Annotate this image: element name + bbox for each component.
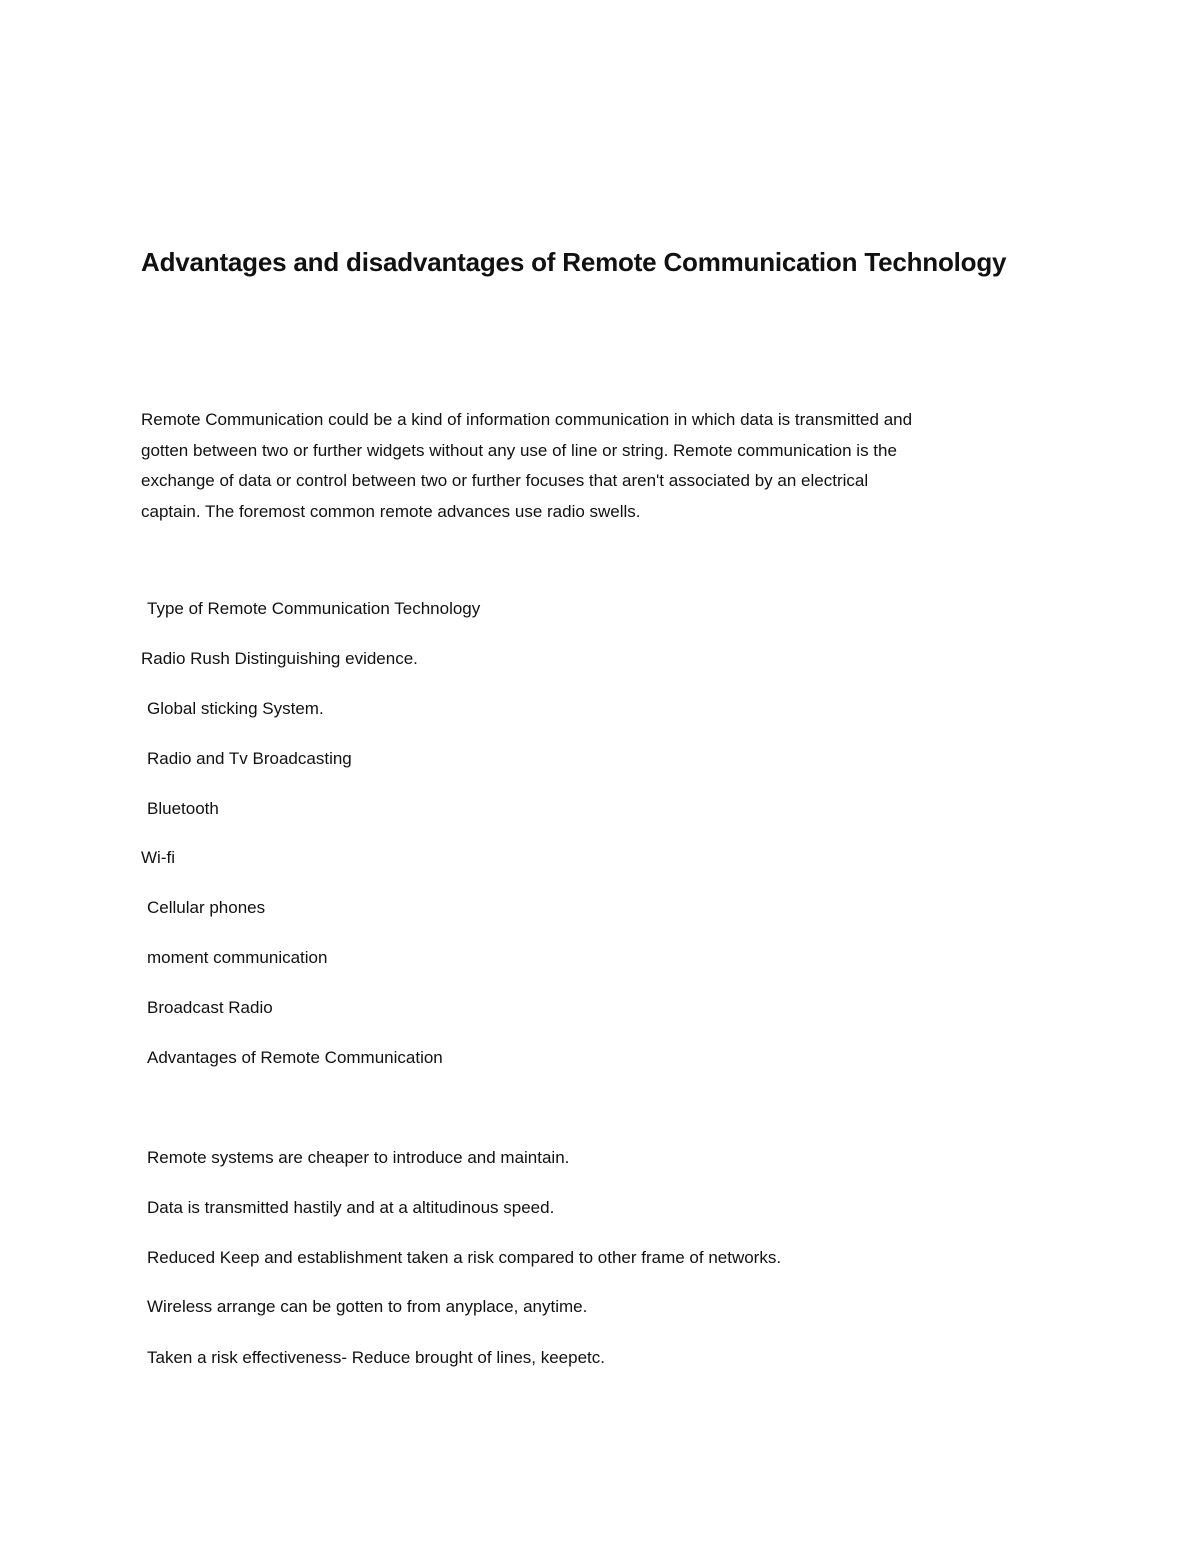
types-heading: Type of Remote Communication Technology <box>147 599 481 618</box>
advantages-heading: Advantages of Remote Communication <box>147 1048 443 1067</box>
document-title: Advantages and disadvantages of Remote Communication Technology <box>141 247 1007 277</box>
intro-line: captain. The foremost common remote advances use radio swells. <box>141 501 641 521</box>
advantage-item: Data is transmitted hastily and at a altitudinous speed. <box>147 1198 555 1217</box>
type-item-broadcast-radio: Broadcast Radio <box>147 998 273 1017</box>
type-item-radio-rush: Radio Rush Distinguishing evidence. <box>141 649 418 668</box>
type-item-radio-tv: Radio and Tv Broadcasting <box>147 749 352 768</box>
intro-line: gotten between two or further widgets without any use of line or string. Remote communication is the <box>141 440 897 460</box>
type-item-moment-communication: moment communication <box>147 948 328 967</box>
advantage-item: Reduced Keep and establishment taken a risk compared to other frame of networks. <box>147 1248 782 1267</box>
type-item-global-sticking: Global sticking System. <box>147 699 324 718</box>
type-item-cellular: Cellular phones <box>147 898 266 917</box>
type-item-bluetooth: Bluetooth <box>147 799 219 818</box>
advantage-item: Taken a risk effectiveness- Reduce brought of lines, keepetc. <box>147 1348 605 1367</box>
advantage-item: Remote systems are cheaper to introduce and maintain. <box>147 1148 570 1167</box>
type-item-wifi: Wi-fi <box>141 848 175 867</box>
intro-paragraph <box>141 405 1071 527</box>
intro-line: exchange of data or control between two or further focuses that aren't associated by an electrical <box>141 471 869 490</box>
intro-line: Remote Communication could be a kind of information communication in which data is transmitted and <box>141 410 913 429</box>
advantage-item: Wireless arrange can be gotten to from anyplace, anytime. <box>147 1297 588 1316</box>
